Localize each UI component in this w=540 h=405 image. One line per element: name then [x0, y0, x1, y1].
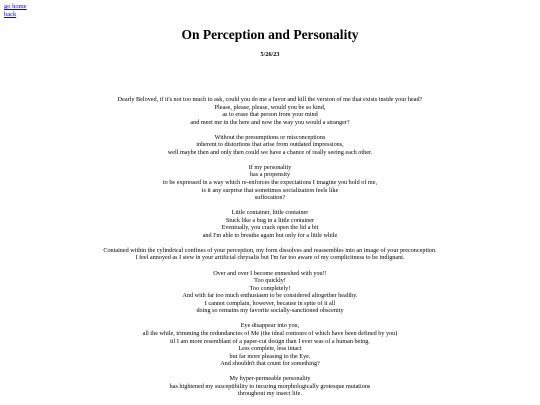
- back-link[interactable]: back: [4, 10, 17, 18]
- poem-stanza: [0, 322, 540, 367]
- poem-stanza: [0, 96, 540, 126]
- poem-line: I cannot complain, however, because in spite of it all: [204, 299, 336, 307]
- poem-line: Eye disappear into you,: [240, 322, 300, 330]
- poem-line: as to erase that person from your mind: [222, 111, 318, 119]
- poem-line: is it any surprise that sometimes socialization feels like: [201, 186, 339, 194]
- poem-stanza: [0, 209, 540, 239]
- poem-stanza: [0, 134, 540, 157]
- poem-line: Eventually, you crack open the lid a bit: [221, 224, 319, 232]
- poem-line: but far more pleasing to the Eye.: [229, 352, 311, 360]
- poem-stanza: [0, 375, 540, 398]
- post-date: 5/26/23: [260, 51, 280, 58]
- poem-line: Dearly Beloved, if it's not too much to ask, could you do me a favor and kill the version of me that exists inside your head?: [117, 96, 423, 103]
- page-title: On Perception and Personality: [181, 27, 359, 42]
- poem-line: If my personality: [248, 163, 292, 171]
- go-home-link[interactable]: go home: [4, 3, 27, 10]
- poem-line: to be expressed in a way which re-enforces the expectations I imagine you hold of me,: [162, 179, 378, 187]
- poem-line: Too completely!: [249, 284, 291, 292]
- poem-line: well maybe then and only then could we have a chance of really seeing each other.: [167, 148, 373, 156]
- poem-line: Little container, little container: [231, 209, 309, 217]
- poem-line: I feel annoyed as I stew in your artificial chrysalis but I'm far too aware of my complicitness to be indignant.: [135, 254, 405, 262]
- poem-line: has hightened my susceptibility to incuring morphologically grotesque mutations: [169, 382, 371, 390]
- poem-line: And with far too much enthusiasm to be considered altogether healthy.: [182, 292, 358, 300]
- poem-line: Stuck like a bug in a little container: [225, 216, 315, 224]
- poem-line: throughout my insect life.: [238, 390, 302, 398]
- poem-stanza: [0, 270, 540, 315]
- poem-line: inherent to distortions that arise from outdated impressions,: [196, 141, 344, 149]
- nav-links: [4, 3, 27, 18]
- poem-line: all the while, trimming the redundancies of Me (the ideal contours of which have been defined by you): [142, 329, 398, 337]
- poem-line: Without the presumptions or misconceptions: [214, 133, 326, 141]
- poem-body: [0, 96, 540, 405]
- poem-stanza: [0, 247, 540, 262]
- poem-line: Please, please, please, would you be so kind,: [214, 103, 326, 111]
- poem-line: Contained within the cylindrical confines of your perception, my form dissolves and reassembles into an image of your preconception.: [103, 246, 437, 254]
- poem-line: Over and over I become enmeshed with you!!: [213, 269, 327, 277]
- poem-line: til I am more resemblant of a paper-cut design than I ever was of a human being.: [170, 337, 370, 345]
- poem-line: suffocation?: [254, 194, 286, 202]
- poem-line: and meet me in the here and now the way you would a stranger?: [190, 118, 350, 126]
- poem-line: has a propensity: [249, 171, 291, 179]
- poem-line: My hyper-permeable personality: [229, 375, 311, 383]
- poem-line: Less complete, less intact: [238, 345, 302, 353]
- poem-line: and I'm able to breathe again but only for a little while: [202, 231, 338, 239]
- poem-line: Too quickly!: [254, 277, 286, 285]
- poem-stanza: [0, 164, 540, 202]
- poem-line: And shouldn't that count for something?: [220, 360, 320, 368]
- poem-line: doing so remains my favorite socially-sanctioned obscenity: [196, 307, 344, 315]
